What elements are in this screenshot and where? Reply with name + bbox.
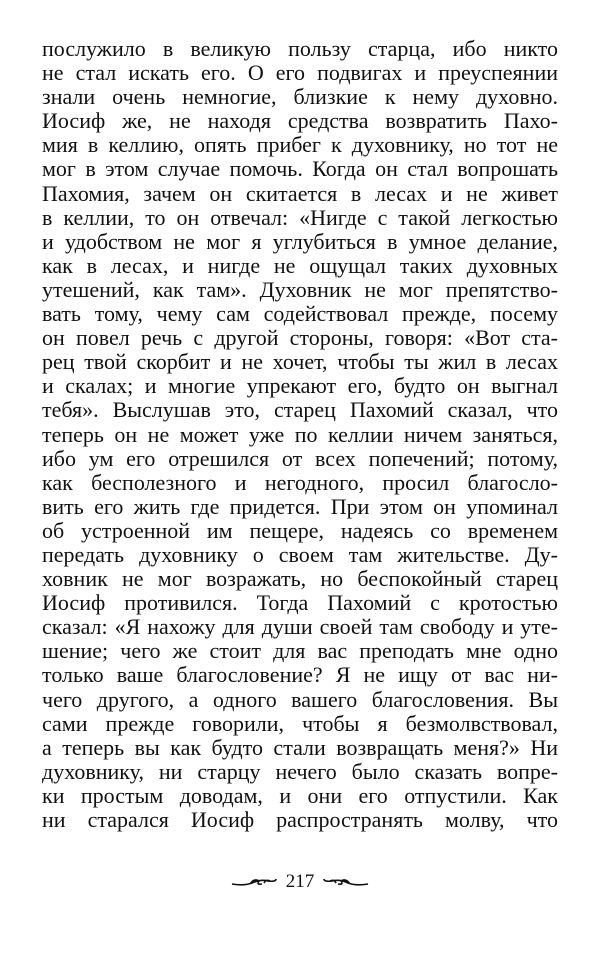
text-line: и скалах; и многие упрекают его, будто он выгнал xyxy=(42,373,558,399)
text-line: он повел речь с другой стороны, говоря: «Вот ста- xyxy=(42,325,558,351)
text-line: об устроенной им пещере, надеясь со временем xyxy=(42,517,558,543)
text-line: как в лесах, и нигде не ощущал таких духовных xyxy=(42,252,558,278)
text-line: только ваше благословение? Я не ищу от вас ни- xyxy=(42,662,558,688)
text-line: шение; чего же стоит для вас преподать мне одно xyxy=(42,638,558,664)
text-line: чего другого, а одного вашего благословения. Вы xyxy=(42,686,558,712)
left-flourish-icon xyxy=(230,875,278,889)
text-line: вать тому, чему сам содействовал прежде, посему xyxy=(42,301,558,327)
text-line: теперь он не может уже по келлии ничем заняться, xyxy=(42,421,558,447)
text-line: рец твой скорбит и не хочет, чтобы ты жил в лесах xyxy=(42,349,558,375)
text-line: и удобством не мог я углубиться в умное делание, xyxy=(42,228,558,254)
text-line: передать духовнику о своем там жительстве. Ду- xyxy=(42,541,558,567)
text-line: духовнику, ни старцу нечего было сказать вопре- xyxy=(42,758,558,784)
text-line: не стал искать его. О его подвигах и преуспеянии xyxy=(42,60,558,86)
right-flourish-icon xyxy=(322,875,370,889)
text-line: Иосиф противился. Тогда Пахомий с кротостью xyxy=(42,590,558,616)
text-line: послужило в великую пользу старца, ибо никто xyxy=(42,36,558,61)
text-line: ибо ум его отрешился от всех попечений; потому, xyxy=(42,445,558,471)
page-number: 217 xyxy=(285,871,315,892)
text-line: как бесполезного и негодного, просил благосло- xyxy=(42,469,558,495)
text-line: знали очень немногие, близкие к нему духовно. xyxy=(42,84,558,110)
text-line: Пахомия, зачем он скитается в лесах и не живет xyxy=(42,180,558,206)
text-line: в келлии, то он отвечал: «Нигде с такой легкостью xyxy=(42,204,558,230)
text-line: тебя». Выслушав это, старец Пахомий сказал, что xyxy=(42,397,558,423)
text-line: а теперь вы как будто стали возвращать меня?» Ни xyxy=(42,734,558,760)
text-line: утешений, как там». Духовник не мог препятство- xyxy=(42,276,558,302)
text-line: сказал: «Я нахожу для души своей там свободу и уте- xyxy=(42,614,558,640)
text-line: вить его жить где придется. При этом он упоминал xyxy=(42,493,558,519)
page-body xyxy=(42,37,558,832)
text-line: мог в этом случае помочь. Когда он стал вопрошать xyxy=(42,156,558,182)
page-footer xyxy=(0,870,600,894)
text-line: мия в келлию, опять прибег к духовнику, но тот не xyxy=(42,132,558,158)
text-line: ни старался Иосиф распространять молву, что xyxy=(42,807,558,832)
text-line: ки простым доводам, и они его отпустили. Как xyxy=(42,782,558,808)
text-line: ховник не мог возражать, но беспокойный старец xyxy=(42,566,558,592)
text-line: сами прежде говорили, чтобы я безмолвствовал, xyxy=(42,710,558,736)
text-line: Иосиф же, не находя средства возвратить Пахо- xyxy=(42,108,558,134)
